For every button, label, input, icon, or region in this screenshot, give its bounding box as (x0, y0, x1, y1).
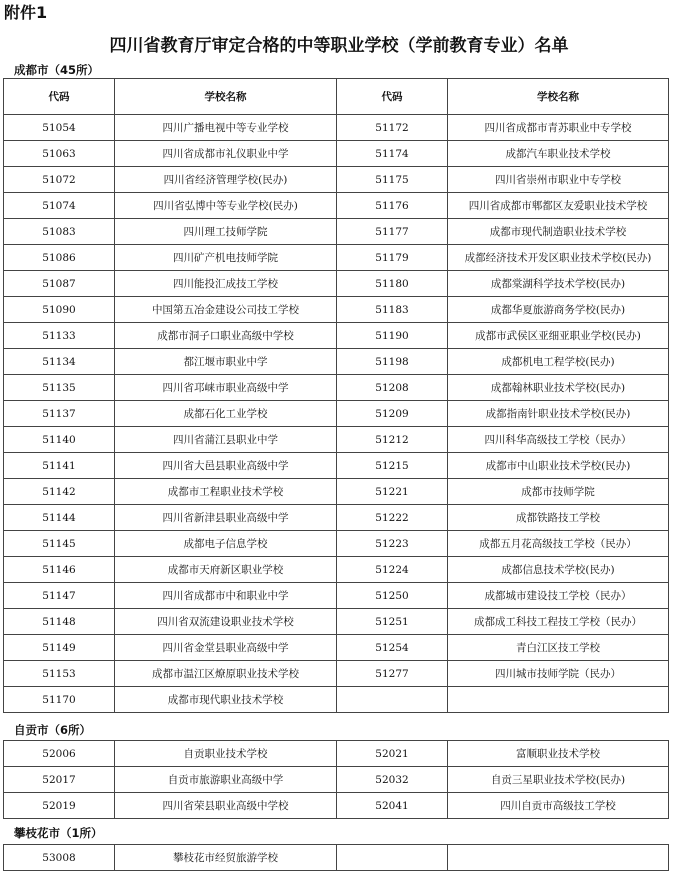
table-row (4, 401, 669, 427)
school-name-cell: 四川省成都市郫都区友爱职业技术学校 (448, 193, 669, 219)
school-name-cell: 中国第五冶金建设公司技工学校 (115, 297, 337, 323)
school-code-cell: 52006 (4, 741, 115, 767)
school-code-cell: 52017 (4, 767, 115, 793)
school-code-cell: 51137 (4, 401, 115, 427)
school-code-cell (337, 687, 448, 713)
school-name-cell: 成都市中山职业技术学校(民办) (448, 453, 669, 479)
school-name-cell: 成都市洞子口职业高级中学校 (115, 323, 337, 349)
school-code-cell: 52021 (337, 741, 448, 767)
school-name-cell: 四川省成都市青苏职业中专学校 (448, 115, 669, 141)
school-code-cell: 51254 (337, 635, 448, 661)
school-code-cell: 51140 (4, 427, 115, 453)
school-name-cell (448, 687, 669, 713)
school-name-cell: 四川省经济管理学校(民办) (115, 167, 337, 193)
school-code-cell: 51209 (337, 401, 448, 427)
school-name-cell: 成都成工科技工程技工学校（民办） (448, 609, 669, 635)
school-name-cell: 成都市工程职业技术学校 (115, 479, 337, 505)
school-code-cell: 51145 (4, 531, 115, 557)
school-name-cell: 富顺职业技术学校 (448, 741, 669, 767)
school-name-cell: 成都汽车职业技术学校 (448, 141, 669, 167)
table-row (4, 219, 669, 245)
section-heading-zigong: 自贡市（6所） (14, 723, 92, 737)
school-name-cell: 四川省邛崃市职业高级中学 (115, 375, 337, 401)
table-row (4, 531, 669, 557)
school-code-cell: 51072 (4, 167, 115, 193)
school-code-cell: 51174 (337, 141, 448, 167)
school-code-cell: 51135 (4, 375, 115, 401)
school-name-cell: 成都市现代职业技术学校 (115, 687, 337, 713)
school-code-cell: 51222 (337, 505, 448, 531)
table-row (4, 609, 669, 635)
school-name-cell: 四川省大邑县职业高级中学 (115, 453, 337, 479)
school-name-cell: 成都电子信息学校 (115, 531, 337, 557)
school-code-cell: 51172 (337, 115, 448, 141)
school-code-cell: 53008 (4, 845, 115, 871)
school-name-cell: 自贡三星职业技术学校(民办) (448, 767, 669, 793)
table-row (4, 687, 669, 713)
school-name-cell: 成都指南针职业技术学校(民办) (448, 401, 669, 427)
school-code-cell: 51153 (4, 661, 115, 687)
school-name-cell: 成都信息技术学校(民办) (448, 557, 669, 583)
school-code-cell: 51198 (337, 349, 448, 375)
school-code-cell: 51183 (337, 297, 448, 323)
school-name-cell: 四川省弘博中等专业学校(民办) (115, 193, 337, 219)
school-name-cell: 成都机电工程学校(民办) (448, 349, 669, 375)
school-name-cell: 四川矿产机电技师学院 (115, 245, 337, 271)
school-name-cell: 四川能投汇成技工学校 (115, 271, 337, 297)
school-code-cell: 51190 (337, 323, 448, 349)
school-name-cell: 成都市武侯区亚细亚职业学校(民办) (448, 323, 669, 349)
school-code-cell: 51144 (4, 505, 115, 531)
school-code-cell: 51175 (337, 167, 448, 193)
school-code-cell: 51179 (337, 245, 448, 271)
school-code-cell: 51180 (337, 271, 448, 297)
school-code-cell: 52019 (4, 793, 115, 819)
table-row (4, 167, 669, 193)
annex-label: 附件1 (4, 3, 48, 22)
header-school: 学校名称 (448, 79, 669, 115)
table-row (4, 793, 669, 819)
table-row (4, 141, 669, 167)
school-name-cell: 四川理工技师学院 (115, 219, 337, 245)
school-name-cell: 四川省新津县职业高级中学 (115, 505, 337, 531)
section-heading-chengdu: 成都市（45所） (14, 63, 100, 77)
header-school: 学校名称 (115, 79, 337, 115)
school-code-cell: 51087 (4, 271, 115, 297)
school-code-cell: 51063 (4, 141, 115, 167)
school-name-cell: 四川省双流建设职业技术学校 (115, 609, 337, 635)
school-name-cell: 四川城市技师学院（民办） (448, 661, 669, 687)
school-name-cell: 成都华夏旅游商务学校(民办) (448, 297, 669, 323)
school-name-cell: 成都市天府新区职业学校 (115, 557, 337, 583)
school-code-cell (337, 845, 448, 871)
school-name-cell: 成都五月花高级技工学校（民办） (448, 531, 669, 557)
school-name-cell: 四川自贡市高级技工学校 (448, 793, 669, 819)
school-code-cell: 51212 (337, 427, 448, 453)
school-code-cell: 51250 (337, 583, 448, 609)
school-code-cell: 51147 (4, 583, 115, 609)
school-code-cell: 51083 (4, 219, 115, 245)
table-row (4, 583, 669, 609)
school-name-cell (448, 845, 669, 871)
school-name-cell: 攀枝花市经贸旅游学校 (115, 845, 337, 871)
school-code-cell: 51090 (4, 297, 115, 323)
table-row (4, 635, 669, 661)
school-name-cell: 青白江区技工学校 (448, 635, 669, 661)
school-table-zigong (3, 740, 669, 819)
school-code-cell: 51149 (4, 635, 115, 661)
school-name-cell: 四川科华高级技工学校（民办） (448, 427, 669, 453)
school-code-cell: 51148 (4, 609, 115, 635)
school-code-cell: 51133 (4, 323, 115, 349)
school-code-cell: 51074 (4, 193, 115, 219)
school-code-cell: 51224 (337, 557, 448, 583)
school-name-cell: 四川省荣县职业高级中学校 (115, 793, 337, 819)
table-row (4, 323, 669, 349)
school-code-cell: 51208 (337, 375, 448, 401)
table-row (4, 297, 669, 323)
school-name-cell: 成都经济技术开发区职业技术学校(民办) (448, 245, 669, 271)
school-name-cell: 成都翰林职业技术学校(民办) (448, 375, 669, 401)
school-name-cell: 四川广播电视中等专业学校 (115, 115, 337, 141)
table-row (4, 661, 669, 687)
school-name-cell: 成都市技师学院 (448, 479, 669, 505)
school-code-cell: 51054 (4, 115, 115, 141)
table-row (4, 453, 669, 479)
school-name-cell: 成都棠湖科学技术学校(民办) (448, 271, 669, 297)
school-code-cell: 51170 (4, 687, 115, 713)
school-table-chengdu (3, 78, 669, 713)
school-code-cell: 51215 (337, 453, 448, 479)
school-name-cell: 都江堰市职业中学 (115, 349, 337, 375)
table-row (4, 115, 669, 141)
school-name-cell: 四川省蒲江县职业中学 (115, 427, 337, 453)
school-name-cell: 四川省成都市礼仪职业中学 (115, 141, 337, 167)
header-code: 代码 (4, 79, 115, 115)
table-row (4, 193, 669, 219)
header-code: 代码 (337, 79, 448, 115)
table-row (4, 375, 669, 401)
school-code-cell: 51223 (337, 531, 448, 557)
school-code-cell: 51177 (337, 219, 448, 245)
school-code-cell: 51134 (4, 349, 115, 375)
school-code-cell: 52032 (337, 767, 448, 793)
school-code-cell: 52041 (337, 793, 448, 819)
school-code-cell: 51176 (337, 193, 448, 219)
table-row (4, 505, 669, 531)
school-code-cell: 51142 (4, 479, 115, 505)
school-name-cell: 四川省成都市中和职业中学 (115, 583, 337, 609)
school-code-cell: 51251 (337, 609, 448, 635)
table-row (4, 741, 669, 767)
school-name-cell: 成都城市建设技工学校（民办） (448, 583, 669, 609)
school-name-cell: 四川省金堂县职业高级中学 (115, 635, 337, 661)
table-row (4, 767, 669, 793)
table-row (4, 245, 669, 271)
school-code-cell: 51086 (4, 245, 115, 271)
school-name-cell: 成都市现代制造职业技术学校 (448, 219, 669, 245)
page-title: 四川省教育厅审定合格的中等职业学校（学前教育专业）名单 (109, 36, 569, 56)
school-code-cell: 51221 (337, 479, 448, 505)
table-row (4, 557, 669, 583)
table-row (4, 271, 669, 297)
school-name-cell: 四川省崇州市职业中专学校 (448, 167, 669, 193)
school-name-cell: 自贡市旅游职业高级中学 (115, 767, 337, 793)
school-name-cell: 自贡职业技术学校 (115, 741, 337, 767)
school-code-cell: 51141 (4, 453, 115, 479)
school-name-cell: 成都石化工业学校 (115, 401, 337, 427)
table-row (4, 349, 669, 375)
table-row (4, 845, 669, 871)
school-name-cell: 成都铁路技工学校 (448, 505, 669, 531)
school-code-cell: 51146 (4, 557, 115, 583)
table-row (4, 427, 669, 453)
table-row (4, 479, 669, 505)
school-name-cell: 成都市温江区燎原职业技术学校 (115, 661, 337, 687)
school-code-cell: 51277 (337, 661, 448, 687)
school-table-panzhihua (3, 844, 669, 871)
section-heading-panzhihua: 攀枝花市（1所） (14, 826, 103, 840)
